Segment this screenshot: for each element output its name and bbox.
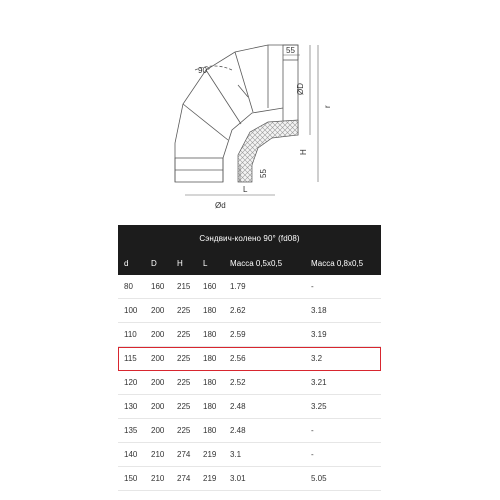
table-cell: 225 [177, 378, 191, 387]
table-cell: 219 [203, 450, 217, 459]
table-cell: 180 [203, 402, 217, 411]
table-cell: 2.62 [230, 306, 246, 315]
table-cell: 3.1 [230, 450, 242, 459]
length-label: L [243, 185, 248, 194]
table-cell: 225 [177, 330, 191, 339]
table-cell: 225 [177, 306, 191, 315]
table-cell: 274 [177, 474, 191, 483]
table-cell: 120 [124, 378, 138, 387]
side-diameter-label: ØD [296, 83, 305, 95]
table-cell: 215 [177, 282, 191, 291]
elbow-outer-contour [175, 45, 298, 182]
table-row [118, 395, 381, 419]
table-cell: 2.48 [230, 402, 246, 411]
table-cell: 225 [177, 426, 191, 435]
table-cell: 210 [151, 474, 165, 483]
table-cell: 160 [151, 282, 165, 291]
table-cell: 200 [151, 426, 165, 435]
table-cell: 225 [177, 354, 191, 363]
table-cell: 2.48 [230, 426, 246, 435]
column-header: Масса 0,5х0,5 [230, 259, 283, 268]
table-cell: 115 [124, 354, 137, 363]
table-cell: 130 [124, 402, 138, 411]
insulation-hatch [238, 120, 298, 182]
height-label: H [299, 149, 308, 155]
table-cell: 135 [124, 426, 138, 435]
table-cell: - [311, 426, 314, 435]
table-body [118, 275, 381, 491]
spec-table [118, 225, 381, 491]
table-cell: 180 [203, 354, 217, 363]
table-cell: 150 [124, 474, 138, 483]
table-cell: 180 [203, 378, 217, 387]
radius-label: r [323, 105, 332, 108]
table-cell: 3.19 [311, 330, 327, 339]
table-cell: 225 [177, 402, 191, 411]
table-cell: 160 [203, 282, 217, 291]
table-cell: 3.21 [311, 378, 327, 387]
table-cell: - [311, 282, 314, 291]
table-cell: 180 [203, 306, 217, 315]
table-cell: 200 [151, 306, 165, 315]
table-row [118, 323, 381, 347]
table-cell: 274 [177, 450, 191, 459]
table-cell: 3.18 [311, 306, 327, 315]
table-cell: 2.52 [230, 378, 246, 387]
table-cell: 2.59 [230, 330, 246, 339]
header-row [118, 259, 381, 271]
table-cell: - [311, 450, 314, 459]
table-title: Сэндвич-колено 90° (fd08) [199, 234, 300, 243]
table-cell: 5.05 [311, 474, 327, 483]
table-row [118, 419, 381, 443]
table-row [118, 467, 381, 491]
table-cell: 200 [151, 354, 165, 363]
table-cell: 180 [203, 330, 217, 339]
table-row [118, 299, 381, 323]
table-cell: 2.56 [230, 354, 246, 363]
table-row-highlighted [118, 347, 381, 371]
table-cell: 100 [124, 306, 138, 315]
column-header: D [151, 259, 157, 268]
table-cell: 210 [151, 450, 165, 459]
angle-label: 90° [198, 66, 211, 75]
table-cell: 140 [124, 450, 138, 459]
column-header: L [203, 259, 208, 268]
top-offset-label: 55 [286, 46, 295, 55]
table-row [118, 443, 381, 467]
column-header: d [124, 259, 129, 268]
column-header: H [177, 259, 183, 268]
table-cell: 200 [151, 402, 165, 411]
elbow-technical-drawing [0, 0, 500, 215]
table-row [118, 275, 381, 299]
table-cell: 219 [203, 474, 217, 483]
table-cell: 1.79 [230, 282, 246, 291]
table-header [118, 225, 381, 275]
bottom-diameter-label: Ød [215, 201, 226, 210]
table-cell: 3.25 [311, 402, 327, 411]
bottom-offset-label: 55 [259, 169, 268, 178]
table-cell: 180 [203, 426, 217, 435]
column-header: Масса 0,8х0,5 [311, 259, 364, 268]
table-cell: 80 [124, 282, 133, 291]
table-cell: 3.01 [230, 474, 246, 483]
table-cell: 3.2 [311, 354, 323, 363]
table-cell: 110 [124, 330, 137, 339]
table-row [118, 371, 381, 395]
table-cell: 200 [151, 378, 165, 387]
table-cell: 200 [151, 330, 165, 339]
